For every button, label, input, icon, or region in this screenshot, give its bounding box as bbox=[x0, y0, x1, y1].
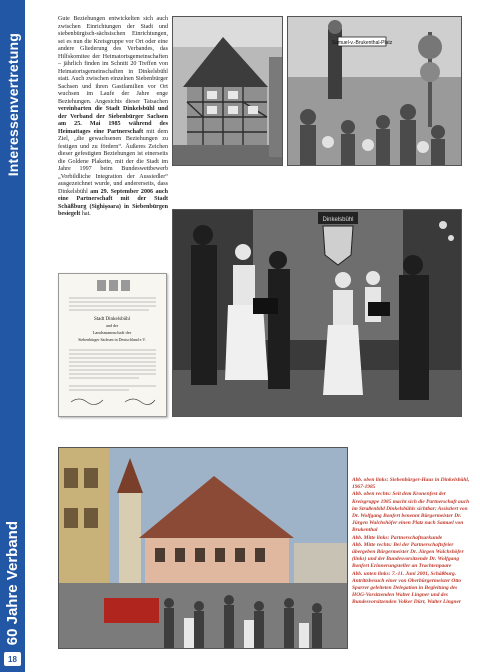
photo-captions bbox=[352, 477, 470, 607]
caption-top-right: Abb. oben rechts: Seit dem Kronenfest der Kreisgruppe 1985 macht sich die Partnerschaft auch im Straßenbild Dinkelsbühls sichtbar: Assistiert von Dr. Wolfgang Bonfert benennt Bürgermeister Dr. Jürgen Walchshöfer einen Platz nach Samuel von Brukenthal bbox=[352, 491, 470, 534]
intro-bold-1: vereinbarten die Stadt Dinkelsbühl und der Verband der Siebenbürger Sachsen am 25. Mai 1985 während des Heimattages eine Partnerschaft bbox=[58, 106, 168, 135]
caption-top-left: Abb. oben links: Siebenbürger-Haus in Dinkelsbühl, 1967-1985 bbox=[352, 477, 470, 491]
side-band bbox=[0, 0, 25, 672]
house-photo bbox=[172, 16, 283, 166]
certificate-line-2: und der bbox=[105, 323, 119, 328]
anniversary-label: 60 Jahre Verband bbox=[4, 520, 21, 646]
page-number: 18 bbox=[4, 652, 21, 666]
caption-middle-left: Abb. Mitte links: Partnerschaftsurkunde bbox=[352, 534, 443, 541]
intro-paragraph-1: Gute Beziehungen entwickelten sich auch zwischen Einrichtungen der Stadt und siebenbürgisch-sächsischen Einrichtungen, sei es nun die Kreisgruppe vor Ort oder eine andere Gliederung des Verbandes, das Hilfskomitee der Heimatortsgemeinschaften – jährlich finden im Schnitt 20 Treffen von Heimatortsgemeinschaften in Dinkelsbühl statt. Auch zwischen einzelnen Siebenbürger Sachsen und ihren Gastfamilien vor Ort wuchsen im Laufe der Jahre enge Beziehungen. bbox=[58, 16, 168, 105]
sign-text: Samuel-v.-Brukenthal-Platz bbox=[331, 40, 393, 46]
certificate-line-3: Landsmannschaft der bbox=[92, 330, 132, 335]
intro-paragraph-2a: Angesichts dieser Tatsachen bbox=[94, 98, 169, 105]
partnership-certificate bbox=[58, 273, 167, 417]
certificate-line-4: Siebenbürger Sachsen in Deutschland e.V. bbox=[78, 337, 146, 342]
caption-middle-right: Abb. Mitte rechts: Bei der Partnerschaftsfeier übergeben Bürgermeister Dr. Jürgen Walchshöfer (links) und der Bundesvorsitzende Dr. Wolfgang Bonfert Erinnerungsteller an Trachtenpaare bbox=[352, 541, 464, 570]
ceremony-photo bbox=[172, 209, 462, 417]
section-label: Interessenvertretung bbox=[4, 33, 21, 177]
schaessburg-photo bbox=[58, 447, 348, 649]
intro-paragraph-2c: mit dem Ziel, „die gewachsenen Beziehungen zu festigen und zu fördern“. Äußeres Zeichen dieser gefestigten Beziehungen ist einerseits die Goldene Plakette, mit der die Stadt im Jahre 1997 beim Bundeswettbewerb „Vorbildliche Integration der Aussiedler“ ausgezeichnet wurde, und andererseits, dass Dinkelsbühl bbox=[58, 128, 169, 195]
intro-paragraph-2e: hat. bbox=[80, 211, 91, 217]
intro-text bbox=[58, 16, 168, 219]
intro-bold-2: am 29. September 2006 auch eine Partnerschaft mit der Stadt Schäßburg (Sighişoara) in Siebenbürgen besiegelt bbox=[58, 188, 168, 217]
certificate-line-1: Stadt Dinkelsbühl bbox=[94, 317, 130, 322]
street-sign-photo bbox=[287, 16, 462, 166]
stage-banner: Dinkelsbühl bbox=[322, 217, 354, 223]
caption-bottom-left: Abb. unten links: 7.-11. Juni 2001, Schäßburg. Antrittsbesuch einer von Oberbürgermeister Otto Sparrer geleiteten Delegation in Begleitung des HOG-Vorsitzenden Walter Lingner und des Bundesvorsitzenden Volker Dürr, Walter Lingner bbox=[352, 570, 462, 606]
